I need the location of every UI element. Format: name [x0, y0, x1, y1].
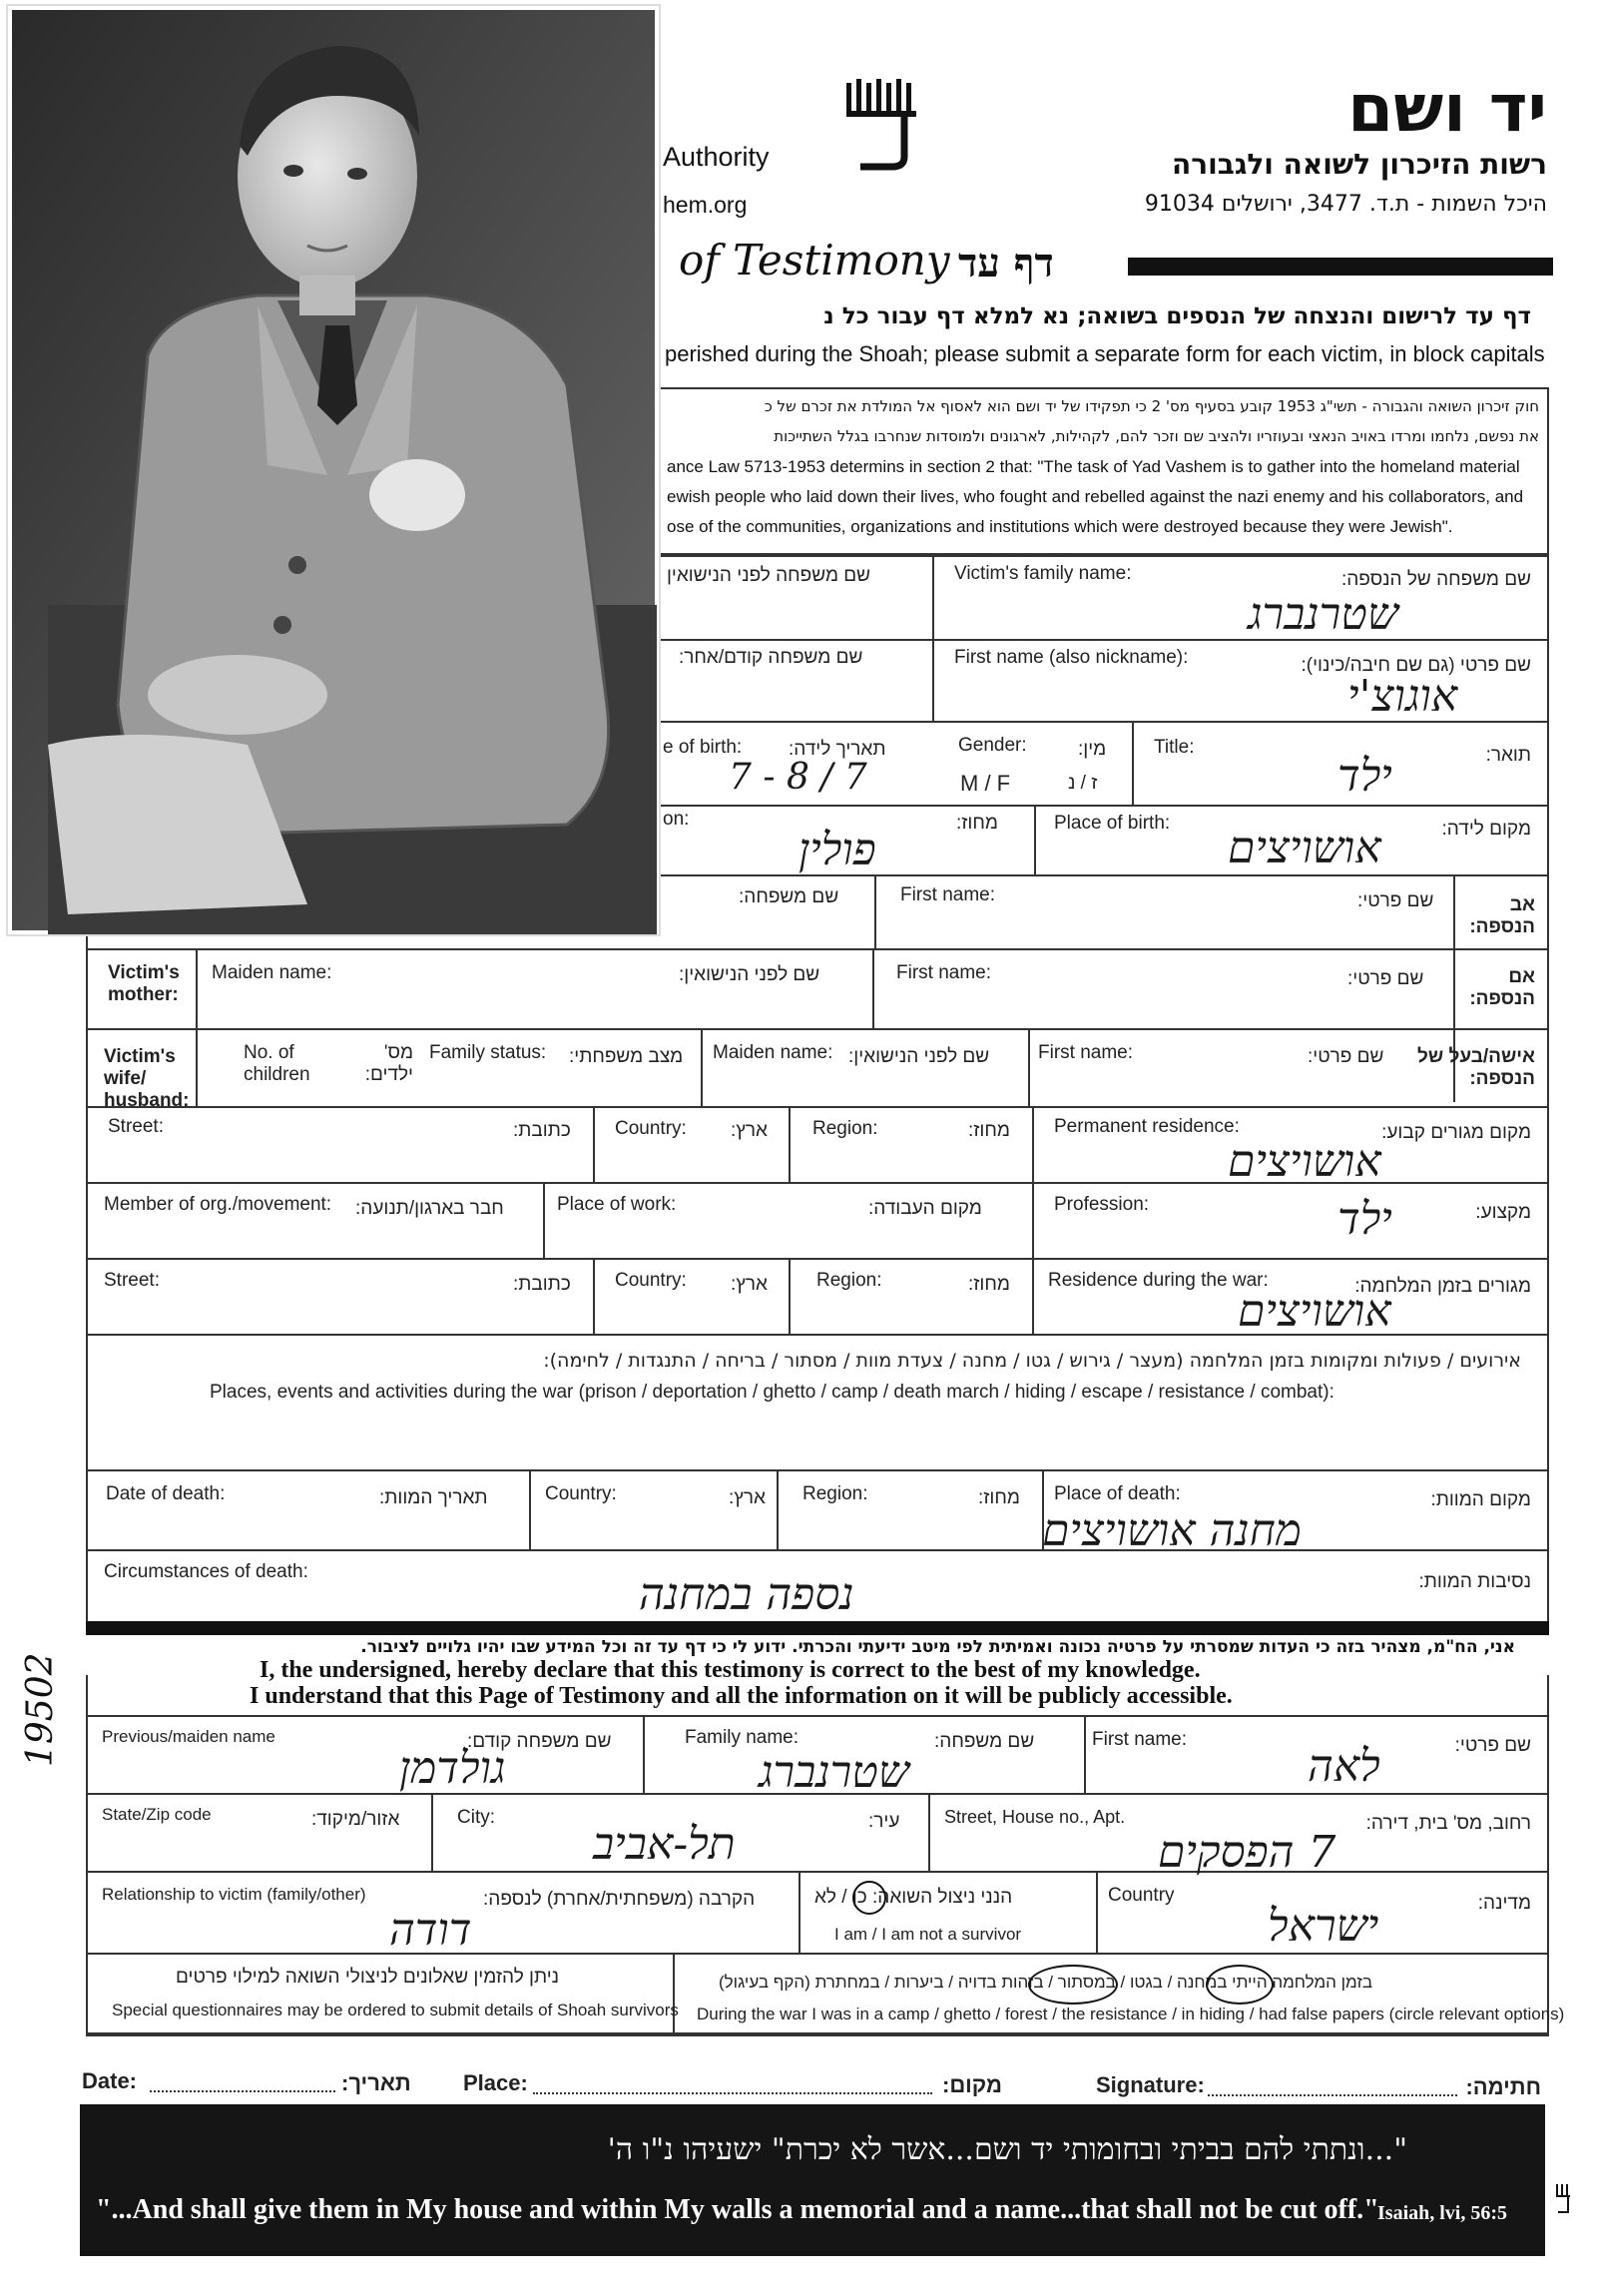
war-country-label-he: ארץ: [731, 1274, 768, 1295]
pob-value: אושויצים [1228, 823, 1381, 873]
sub-family-label-he: שם משפחה: [934, 1731, 1035, 1752]
war-res-value: אושויצים [1238, 1286, 1391, 1337]
hall-of-names-he: היכל השמות - ת.ד. 3477, ירושלים 91034 [1144, 192, 1547, 217]
col-rule [1032, 1106, 1034, 1182]
title-rule [1128, 258, 1553, 276]
prev-family-label: שם משפחה קודם/אחר: [679, 647, 863, 668]
col-rule [798, 1871, 800, 1953]
dod-label-en: Date of death: [106, 1483, 226, 1504]
quote-he: "...ונתתי להם בביתי ובחומותי יד ושם...אשר לא יכרת" ישעיהו נ"ו ה' [607, 2132, 1407, 2167]
mother-row-label-he: אם הנספה: [1469, 966, 1535, 1009]
mother-first-label-en: First name: [896, 962, 992, 983]
law-text-he-2: את נפשם, נלחמו ומרדו באויב הנאצי ובעוזריו ולהציב שם וזכר להם, לקהילות, לארגונים ולמוסדות שנחרבו בגלל השתייכות [774, 427, 1539, 445]
law-text-he-1: חוק זיכרון השואה והגבורה - תשי"ג 1953 קובע בסעיף מס' 2 כי תפקידו של יד ושם הוא לאסוף אל המולדת את זכרם של כ [764, 397, 1539, 415]
quote-reference: Isaiah, lvi, 56:5 [1377, 2202, 1508, 2224]
victim-photo [8, 6, 659, 934]
row-rule [659, 805, 1549, 807]
family-name-label-he: שם משפחה של הנספה: [1340, 569, 1531, 590]
dod-label-he: תאריך המוות: [379, 1487, 488, 1508]
questionnaire-en: Special questionnaires may be ordered to submit details of Shoah survivors [112, 2001, 679, 2019]
sub-street-label-en: Street, House no., Apt. [944, 1807, 1126, 1827]
sub-prev-name-value: גולדמן [399, 1743, 506, 1794]
questionnaire-he: ניתן להזמין שאלונים לניצולי השואה למילוי פרטים [176, 1967, 560, 1988]
profession-value: ילד [1337, 1194, 1392, 1245]
war-res-label-en: Residence during the war: [1048, 1270, 1269, 1291]
events-label-en: Places, events and activities during the war (prison / deportation / ghetto / camp / death march / hiding / escape / resistance / combat): [210, 1382, 1334, 1403]
sub-city-label-he: עיר: [868, 1811, 900, 1832]
archive-number: 19502 [20, 1652, 61, 1767]
war-region-label-he: מחוז: [968, 1274, 1010, 1295]
cod-label-he: נסיבות המוות: [1418, 1571, 1531, 1592]
col-rule [673, 1953, 675, 2034]
declaration-en-2: I understand that this Page of Testimony and all the information on it will be publicly accessible. [250, 1683, 1233, 1709]
first-name-label-en: First name (also nickname): [954, 647, 1189, 668]
war-res-label-he: מגורים בזמן המלחמה: [1354, 1276, 1531, 1297]
col-rule [1084, 1715, 1086, 1793]
spouse-maiden-label-en: Maiden name: [713, 1042, 833, 1063]
col-rule [874, 874, 876, 948]
pod-value: מחנה אושויצים [1042, 1505, 1302, 1556]
sub-first-value: לאה [1308, 1741, 1380, 1792]
col-rule [593, 1106, 595, 1182]
pob-label-he: מקום לידה: [1441, 819, 1531, 840]
row-rule [86, 1549, 1549, 1551]
region-label-he: מחוז: [956, 813, 998, 834]
country-label-en: Country: [615, 1118, 687, 1139]
family-name-value: שטרנברג [1248, 589, 1398, 640]
gender-options-en[interactable]: M / F [960, 771, 1011, 796]
row-rule [659, 639, 1549, 641]
cod-value: נספה במחנה [639, 1569, 854, 1620]
gender-label-en: Gender: [958, 735, 1027, 756]
survivor-question-he[interactable]: הנני ניצול השואה: כן / לא [814, 1887, 1013, 1908]
col-rule [643, 1715, 645, 1793]
col-rule [543, 1182, 545, 1258]
col-rule [777, 1469, 779, 1549]
spouse-row-label-en: Victim's wife/ husband: [104, 1046, 190, 1111]
family-status-label-he: מצב משפחתי: [569, 1046, 684, 1067]
region-label-en: on: [663, 809, 690, 830]
col-rule [701, 1028, 703, 1106]
row-rule [659, 874, 1549, 876]
member-label-en: Member of org./movement: [104, 1194, 332, 1215]
perm-res-value: אושויצים [1228, 1136, 1381, 1187]
intro-he: דף עד לרישום והנצחה של הנספים בשואה; נא למלא דף עבור כל נ [823, 303, 1531, 329]
signature-line[interactable] [1208, 2094, 1457, 2096]
sub-rel-value: דודה [389, 1905, 472, 1956]
war-status-circle-false-id [1028, 1965, 1118, 2005]
sub-prev-name-label-he: שם משפחה קודם: [467, 1731, 612, 1752]
sub-zip-label-he: אזור/מיקוד: [311, 1809, 400, 1830]
place-label-he: מקום: [942, 2072, 1002, 2097]
spouse-row-label-he: אישה/בעל של הנספה: [1417, 1046, 1535, 1089]
dod-country-label-he: ארץ: [729, 1487, 766, 1508]
footer-logo-small [1553, 2182, 1575, 2222]
country-label-he: ארץ: [731, 1120, 768, 1141]
intro-en: perished during the Shoah; please submit a separate form for each victim, in block capitals [665, 341, 1545, 366]
quote-band [80, 2104, 1545, 2256]
sub-street-value: 7 הפסקים [1158, 1827, 1336, 1878]
mother-first-label-he: שם פרטי: [1347, 968, 1424, 989]
region2-label-en: Region: [812, 1118, 878, 1139]
law-text-en-2: ewish people who laid down their lives, who fought and rebelled against the nazi enemy and his collaborators, and [667, 487, 1524, 506]
sub-first-label-he: שם פרטי: [1454, 1735, 1531, 1756]
father-first-label-he: שם פרטי: [1357, 890, 1434, 911]
sub-city-value: תל-אביב [593, 1819, 736, 1870]
dob-label-en: e of birth: [663, 737, 743, 758]
street-label-he: כתובת: [513, 1120, 571, 1141]
row-rule [86, 1953, 1549, 1955]
war-street-label-he: כתובת: [513, 1274, 571, 1295]
col-rule [1132, 721, 1134, 805]
title-value: ילד [1337, 751, 1392, 802]
first-name-value: אוגוצ'י [1347, 671, 1458, 722]
war-status-en: During the war I was in a camp / ghetto / forest / the resistance / in hiding / had false papers (circle relevant options) [697, 2005, 1565, 2023]
col-rule [1032, 1258, 1034, 1334]
sub-family-value: שטרנברג [759, 1747, 909, 1798]
sub-country-label-en: Country [1108, 1885, 1175, 1906]
date-line[interactable] [150, 2090, 335, 2092]
pod-label-en: Place of death: [1054, 1483, 1181, 1504]
form-title-en: of Testimony [679, 236, 950, 285]
form-title-he: דף עד [958, 240, 1054, 287]
mother-row-label-en: Victim's mother: [108, 962, 180, 1005]
sub-first-label-en: First name: [1092, 1729, 1188, 1750]
col-rule [196, 948, 198, 1028]
col-rule [196, 1028, 198, 1106]
place-line[interactable] [533, 2092, 932, 2094]
dod-region-label-en: Region: [802, 1483, 868, 1504]
col-rule [1034, 805, 1036, 874]
spouse-first-label-he: שם פרטי: [1308, 1046, 1384, 1067]
signature-label-en: Signature: [1096, 2072, 1205, 2097]
row-rule [86, 1106, 1549, 1108]
declaration-he: אני, הח"מ, מצהיר בזה כי העדות שמסרתי על פרטיה נכונה ואמיתית לפי מיטב ידיעתי והכרתי. ידוע לי כי דף עד זה וכל המידע שבו יהיו גלויים לציבור. [360, 1637, 1515, 1657]
law-text-en-3: ose of the communities, organizations and institutions which were destroyed because they were Jewish". [667, 517, 1453, 536]
street-label-en: Street: [108, 1116, 164, 1137]
sub-zip-label-en: State/Zip code [102, 1805, 212, 1824]
father-first-label-en: First name: [900, 884, 996, 905]
col-rule [928, 1793, 930, 1871]
work-label-en: Place of work: [557, 1194, 677, 1215]
family-status-label-en: Family status: [429, 1042, 547, 1063]
law-box [659, 387, 1549, 555]
perm-res-label-en: Permanent residence: [1054, 1116, 1240, 1137]
children-label-en: No. of children [244, 1042, 310, 1085]
dob-value: 7 - 8 / 7 [729, 757, 867, 798]
children-label-he: מס' ילדים: [364, 1042, 413, 1085]
father-row-label: אב הנספה: [1469, 894, 1535, 937]
row-rule [86, 1028, 1549, 1030]
maiden-prev-label: שם משפחה לפני הנישואין [667, 565, 871, 586]
gender-options-he[interactable]: ז / נ [1068, 773, 1098, 794]
col-rule [789, 1258, 791, 1334]
father-family-label: שם משפחה: [739, 886, 839, 907]
sub-country-label-he: מדינה: [1477, 1893, 1531, 1914]
gender-label-he: מין: [1078, 739, 1107, 760]
date-label-en: Date: [82, 2068, 138, 2093]
website-en: hem.org [663, 192, 748, 218]
dob-label-he: תאריך לידה: [789, 739, 886, 760]
survivor-answer-en: I am / I am not a survivor [834, 1925, 1022, 1944]
col-rule [1096, 1871, 1098, 1953]
pod-label-he: מקום המוות: [1430, 1489, 1531, 1510]
title-label-en: Title: [1154, 737, 1195, 758]
mother-maiden-label-he: שם לפני הנישואין: [679, 964, 820, 985]
org-subtitle-he: רשות הזיכרון לשואה ולגבורה [1172, 148, 1547, 181]
col-rule [872, 948, 874, 1028]
col-rule [932, 555, 934, 721]
sub-prev-name-label-en: Previous/maiden name [102, 1727, 275, 1746]
war-street-label-en: Street: [104, 1270, 160, 1291]
events-label-he: אירועים / פעולות ומקומות בזמן המלחמה (מעצר / גירוש / גטו / מחנה / צעדת מוות / מסתור / בריחה / התנגדות / לחימה): [543, 1350, 1521, 1372]
col-rule [431, 1793, 433, 1871]
war-country-label-en: Country: [615, 1270, 687, 1291]
mother-maiden-label-en: Maiden name: [212, 962, 332, 983]
dod-country-label-en: Country: [545, 1483, 617, 1504]
org-name-he: יד ושם [1347, 70, 1547, 147]
place-label-en: Place: [463, 2070, 528, 2095]
spouse-maiden-label-he: שם לפני הנישואין: [848, 1046, 990, 1067]
dod-region-label-he: מחוז: [978, 1487, 1020, 1508]
region-value: פולין [798, 825, 876, 875]
pob-label-en: Place of birth: [1054, 813, 1171, 834]
profession-label-he: מקצוע: [1475, 1202, 1531, 1223]
row-rule [86, 1258, 1549, 1260]
cod-label-en: Circumstances of death: [104, 1561, 308, 1582]
title-label-he: תואר: [1485, 745, 1531, 766]
perm-res-label-he: מקום מגורים קבוע: [1381, 1122, 1531, 1143]
date-label-he: תאריך: [341, 2070, 411, 2095]
family-name-label-en: Victim's family name: [954, 563, 1132, 584]
yad-vashem-logo [834, 75, 934, 175]
region2-label-he: מחוז: [968, 1120, 1010, 1141]
war-status-circle-ghetto [1206, 1965, 1274, 2005]
sub-family-label-en: Family name: [685, 1727, 799, 1748]
row-rule [86, 948, 1549, 950]
row-rule [86, 1469, 1549, 1471]
col-rule [789, 1106, 791, 1182]
war-status-he[interactable]: בזמן המלחמה הייתי במחנה / בגטו / במסתור / בזהות בדויה / ביערות / במחתרת (הקף בעיגול) [719, 1973, 1373, 1992]
col-rule [529, 1469, 531, 1549]
col-rule [1032, 1182, 1034, 1258]
sub-street-label-he: רחוב, מס' בית, דירה: [1365, 1813, 1531, 1834]
member-label-he: חבר בארגון/תנועה: [355, 1198, 504, 1219]
col-rule [593, 1258, 595, 1334]
survivor-yes-circle [852, 1881, 886, 1915]
law-text-en-1: ance Law 5713-1953 determins in section 2 that: "The task of Yad Vashem is to gather into the homeland material [667, 457, 1520, 476]
declaration-en-1: I, the undersigned, hereby declare that this testimony is correct to the best of my knowledge. [260, 1657, 1201, 1683]
col-rule [1028, 1028, 1030, 1106]
sub-country-value: ישראל [1268, 1901, 1379, 1952]
sub-rel-label-he: הקרבה (משפחתית/אחרת) לנספה: [483, 1889, 756, 1910]
first-name-label-he: שם פרטי (גם שם חיבה/כינוי): [1301, 655, 1531, 676]
sub-rel-label-en: Relationship to victim (family/other) [102, 1885, 366, 1904]
spouse-first-label-en: First name: [1038, 1042, 1134, 1063]
signature-label-he: חתימה: [1465, 2074, 1541, 2099]
work-label-he: מקום העבודה: [868, 1198, 982, 1219]
profession-label-en: Profession: [1054, 1194, 1150, 1215]
war-region-label-en: Region: [816, 1270, 882, 1291]
authority-en: Authority [663, 142, 770, 172]
sub-city-label-en: City: [457, 1807, 495, 1828]
quote-en: "...And shall give them in My house and within My walls a memorial and a name...that shall not be cut off." [96, 2194, 1379, 2225]
